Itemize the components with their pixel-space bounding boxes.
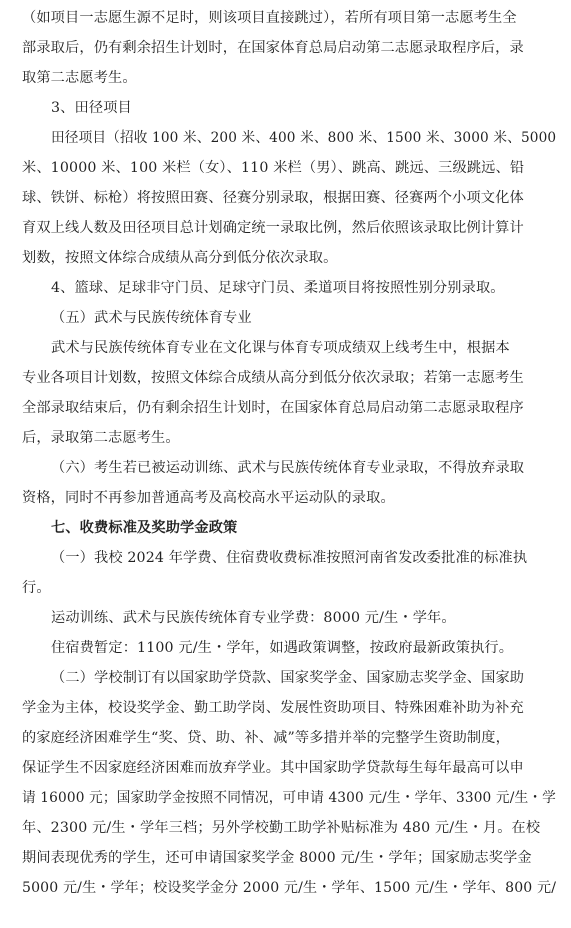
text-line: 划数，按照文体综合成绩从高分到低分依次录取。: [22, 250, 338, 266]
text-line: 育双上线人数及田径项目总计划确定统一录取比例，然后依照该录取比例计算计: [22, 220, 524, 236]
text-line: 武术与民族传统体育专业在文化课与体育专项成绩双上线考生中，根据本: [51, 340, 510, 356]
section-heading: （五）武术与民族传统体育专业: [51, 310, 252, 326]
text-line: 期间表现优秀的学生，还可申请国家奖学金 8000 元/生・学年；国家励志奖学金: [22, 850, 532, 866]
text-line: 学金为主体，校设奖学金、勤工助学岗、发展性资助项目、特殊困难补助为补充: [22, 700, 524, 716]
section-heading: 3、田径项目: [51, 100, 132, 116]
text-line: 后，录取第二志愿考生。: [22, 430, 180, 446]
text-line: 取第二志愿考生。: [22, 70, 137, 86]
text-line: （六）考生若已被运动训练、武术与民族传统体育专业录取，不得放弃录取: [51, 460, 525, 476]
text-line: 年、2300 元/生・学年三档；另外学校勤工助学补贴标准为 480 元/生・月。在校: [22, 820, 541, 836]
text-line: 田径项目（招收 100 米、200 米、400 米、800 米、1500 米、3000 米、5000: [51, 130, 557, 146]
text-line: 专业各项目计划数，按照文体综合成绩从高分到低分依次录取；若第一志愿考生: [22, 370, 524, 386]
text-line: 5000 元/生・学年；校设奖学金分 2000 元/生・学年、1500 元/生・学年、800 元/: [22, 880, 557, 896]
text-line: 行。: [22, 580, 51, 596]
text-line: 米、10000 米、100 米栏（女）、110 米栏（男）、跳高、跳远、三级跳远、铅: [22, 160, 525, 176]
text-line: （一）我校 2024 年学费、住宿费收费标准按照河南省发改委批准的标准执: [51, 550, 528, 566]
text-line: 全部录取结束后，仍有剩余招生计划时，在国家体育总局启动第二志愿录取程序: [22, 400, 524, 416]
text-line: 4、篮球、足球非守门员、足球守门员、柔道项目将按照性别分别录取。: [51, 280, 505, 296]
text-line: 资格，同时不再参加普通高考及高校高水平运动队的录取。: [22, 490, 395, 506]
text-line: 住宿费暂定：1100 元/生・学年，如遇政策调整，按政府最新政策执行。: [51, 640, 514, 656]
text-line: 请 16000 元；国家助学金按照不同情况，可申请 4300 元/生・学年、3300 元/生・学: [22, 790, 556, 806]
text-line: （二）学校制订有以国家助学贷款、国家奖学金、国家励志奖学金、国家助: [51, 670, 525, 686]
chapter-heading: 七、收费标准及奖助学金政策: [51, 520, 238, 536]
text-line: 球、铁饼、标枪）将按照田赛、径赛分别录取，根据田赛、径赛两个小项文化体: [22, 190, 524, 206]
text-line: 运动训练、武术与民族传统体育专业学费：8000 元/生・学年。: [51, 610, 456, 626]
text-line: 保证学生不因家庭经济困难而放弃学业。其中国家助学贷款每生每年最高可以申: [22, 760, 524, 776]
text-line: 部录取后，仍有剩余招生计划时，在国家体育总局启动第二志愿录取程序后，录: [22, 40, 524, 56]
text-line: 的家庭经济困难学生“奖、贷、助、补、减”等多措并举的完整学生资助制度，: [22, 730, 510, 746]
text-line: （如项目一志愿生源不足时，则该项目直接跳过），若所有项目第一志愿考生全: [22, 10, 517, 26]
